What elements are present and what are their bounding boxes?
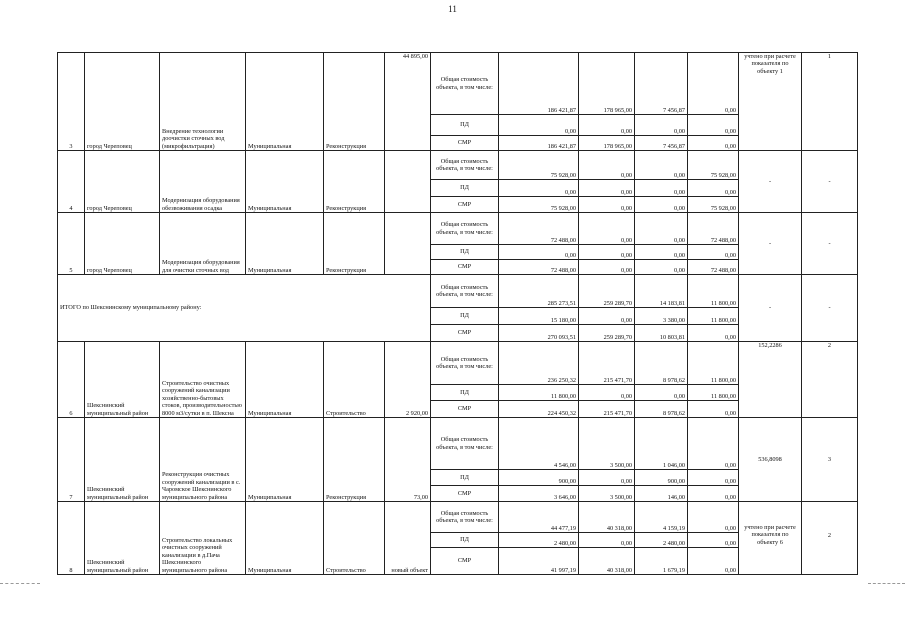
row-number: 4 — [58, 151, 85, 213]
investment-objects-table — [57, 52, 858, 575]
value-cell: 0,00 — [688, 548, 739, 575]
value-cell: 0,00 — [579, 115, 635, 136]
value-cell: 215 471,70 — [579, 401, 635, 418]
table-row — [58, 418, 858, 470]
value-cell: 7 456,87 — [635, 136, 688, 151]
value-cell: 7 456,87 — [635, 53, 688, 115]
indicator-cell: - — [739, 213, 802, 275]
pd-label: ПД — [431, 245, 499, 260]
value-cell: 0,00 — [579, 385, 635, 401]
capacity-cell: 2 920,00 — [385, 342, 431, 418]
value-cell: 75 928,00 — [499, 197, 579, 213]
value-cell: 11 800,00 — [688, 342, 739, 385]
value-cell: 75 928,00 — [688, 151, 739, 180]
effect-cell: - — [802, 275, 858, 342]
value-cell: 1 679,19 — [635, 548, 688, 575]
value-cell: 8 978,62 — [635, 342, 688, 385]
value-cell: 75 928,00 — [499, 151, 579, 180]
object-name-cell: Строительство очистных сооружений канализации хозяйственно-бытовых стоков, производительностью 8000 м3/сутки в п. Шексна — [160, 342, 246, 418]
value-cell: 15 180,00 — [499, 308, 579, 325]
table-row — [58, 342, 858, 385]
effect-cell: - — [802, 213, 858, 275]
total-label: ИТОГО по Шекснинскому муниципальному району: — [58, 275, 431, 342]
value-cell: 900,00 — [499, 470, 579, 486]
value-cell: 285 273,51 — [499, 275, 579, 308]
value-cell: 0,00 — [579, 245, 635, 260]
pd-label: ПД — [431, 470, 499, 486]
ownership-cell: Муниципальная — [246, 151, 324, 213]
value-cell: 4 159,19 — [635, 502, 688, 533]
value-cell: 215 471,70 — [579, 342, 635, 385]
value-cell: 0,00 — [579, 533, 635, 548]
object-name-cell: Строительство локальных очистных сооружений канализации в д.Пача Шекснинского муниципального района — [160, 502, 246, 575]
value-cell: 178 965,00 — [579, 136, 635, 151]
value-cell: 11 800,00 — [688, 275, 739, 308]
effect-cell: 1 — [802, 53, 858, 151]
value-cell: 72 488,00 — [688, 260, 739, 275]
value-cell: 0,00 — [579, 151, 635, 180]
municipality-cell: город Череповец — [85, 53, 160, 151]
cost-label: Общая стоимость объекта, в том числе: — [431, 418, 499, 470]
value-cell: 0,00 — [688, 180, 739, 197]
municipality-cell: город Череповец — [85, 213, 160, 275]
ownership-cell: Муниципальная — [246, 53, 324, 151]
scan-edge-right — [868, 583, 905, 584]
indicator-cell: 536,8098 — [739, 418, 802, 502]
value-cell: 41 997,19 — [499, 548, 579, 575]
value-cell: 178 965,00 — [579, 53, 635, 115]
row-number: 3 — [58, 53, 85, 151]
value-cell: 259 289,70 — [579, 275, 635, 308]
value-cell: 0,00 — [579, 260, 635, 275]
value-cell: 0,00 — [688, 470, 739, 486]
value-cell: 186 421,87 — [499, 53, 579, 115]
pd-label: ПД — [431, 115, 499, 136]
value-cell: 1 046,00 — [635, 418, 688, 470]
cost-label: Общая стоимость объекта, в том числе: — [431, 502, 499, 533]
value-cell: 75 928,00 — [688, 197, 739, 213]
row-number: 8 — [58, 502, 85, 575]
value-cell: 0,00 — [635, 385, 688, 401]
cost-label: Общая стоимость объекта, в том числе: — [431, 151, 499, 180]
value-cell: 14 183,81 — [635, 275, 688, 308]
value-cell: 3 380,00 — [635, 308, 688, 325]
value-cell: 0,00 — [579, 308, 635, 325]
capacity-cell: 44 895,00 — [385, 53, 431, 151]
municipality-cell: Шекснинский муниципальный район — [85, 342, 160, 418]
value-cell: 2 480,00 — [635, 533, 688, 548]
table-row — [58, 53, 858, 115]
ownership-cell: Муниципальная — [246, 213, 324, 275]
value-cell: 0,00 — [688, 486, 739, 502]
row-number: 5 — [58, 213, 85, 275]
table-row — [58, 213, 858, 245]
work-type-cell: Строительство — [324, 502, 385, 575]
capacity-cell: 73,00 — [385, 418, 431, 502]
indicator-cell: 152,2286 — [739, 342, 802, 418]
value-cell: 40 318,00 — [579, 548, 635, 575]
value-cell: 146,00 — [635, 486, 688, 502]
ownership-cell: Муниципальная — [246, 342, 324, 418]
value-cell: 8 978,62 — [635, 401, 688, 418]
value-cell: 0,00 — [688, 533, 739, 548]
pd-label: ПД — [431, 180, 499, 197]
value-cell: 0,00 — [688, 325, 739, 342]
indicator-cell: учтено при расчете показателя по объекту 6 — [739, 502, 802, 575]
object-name-cell: Внедрение технологии доочистки сточных вод (микрофильтрация) — [160, 53, 246, 151]
object-name-cell: Модернизация оборудования для очистки сточных вод — [160, 213, 246, 275]
value-cell: 0,00 — [635, 260, 688, 275]
smr-label: СМР — [431, 486, 499, 502]
ownership-cell: Муниципальная — [246, 418, 324, 502]
scan-edge-left — [0, 583, 40, 584]
pd-label: ПД — [431, 308, 499, 325]
indicator-cell: - — [739, 275, 802, 342]
municipality-cell: город Череповец — [85, 151, 160, 213]
work-type-cell: Реконструкция — [324, 418, 385, 502]
cost-label: Общая стоимость объекта, в том числе: — [431, 53, 499, 115]
value-cell: 10 803,81 — [635, 325, 688, 342]
value-cell: 0,00 — [635, 213, 688, 245]
value-cell: 3 646,00 — [499, 486, 579, 502]
effect-cell: 2 — [802, 502, 858, 575]
value-cell: 4 546,00 — [499, 418, 579, 470]
effect-cell: 2 — [802, 342, 858, 418]
value-cell: 0,00 — [688, 53, 739, 115]
effect-cell: 3 — [802, 418, 858, 502]
value-cell: 3 500,00 — [579, 486, 635, 502]
cost-label: Общая стоимость объекта, в том числе: — [431, 275, 499, 308]
smr-label: СМР — [431, 325, 499, 342]
value-cell: 0,00 — [499, 180, 579, 197]
pd-label: ПД — [431, 385, 499, 401]
value-cell: 0,00 — [579, 213, 635, 245]
value-cell: 40 318,00 — [579, 502, 635, 533]
total-row — [58, 275, 858, 308]
effect-cell: - — [802, 151, 858, 213]
value-cell: 11 800,00 — [688, 308, 739, 325]
work-type-cell: Реконструкция — [324, 151, 385, 213]
pd-label: ПД — [431, 533, 499, 548]
value-cell: 72 488,00 — [499, 213, 579, 245]
value-cell: 11 800,00 — [688, 385, 739, 401]
value-cell: 0,00 — [579, 470, 635, 486]
value-cell: 270 093,51 — [499, 325, 579, 342]
object-name-cell: Реконструкция очистных сооружений канализации в с. Чаромское Шекснинского муниципального района — [160, 418, 246, 502]
value-cell: 0,00 — [499, 115, 579, 136]
value-cell: 224 450,32 — [499, 401, 579, 418]
smr-label: СМР — [431, 401, 499, 418]
value-cell: 0,00 — [688, 502, 739, 533]
value-cell: 0,00 — [635, 197, 688, 213]
table-row — [58, 151, 858, 180]
value-cell: 72 488,00 — [688, 213, 739, 245]
smr-label: СМР — [431, 548, 499, 575]
value-cell: 186 421,87 — [499, 136, 579, 151]
value-cell: 2 480,00 — [499, 533, 579, 548]
value-cell: 0,00 — [635, 180, 688, 197]
value-cell: 3 500,00 — [579, 418, 635, 470]
work-type-cell: Строительство — [324, 342, 385, 418]
cost-label: Общая стоимость объекта, в том числе: — [431, 213, 499, 245]
value-cell: 0,00 — [579, 197, 635, 213]
value-cell: 0,00 — [499, 245, 579, 260]
cost-label: Общая стоимость объекта, в том числе: — [431, 342, 499, 385]
value-cell: 44 477,19 — [499, 502, 579, 533]
value-cell: 259 289,70 — [579, 325, 635, 342]
smr-label: СМР — [431, 197, 499, 213]
work-type-cell: Реконструкция — [324, 53, 385, 151]
value-cell: 0,00 — [579, 180, 635, 197]
row-number: 7 — [58, 418, 85, 502]
capacity-cell: новый объект — [385, 502, 431, 575]
value-cell: 236 250,32 — [499, 342, 579, 385]
capacity-cell — [385, 213, 431, 275]
smr-label: СМР — [431, 260, 499, 275]
value-cell: 0,00 — [688, 401, 739, 418]
value-cell: 0,00 — [635, 115, 688, 136]
row-number: 6 — [58, 342, 85, 418]
table-row — [58, 502, 858, 533]
ownership-cell: Муниципальная — [246, 502, 324, 575]
value-cell: 72 488,00 — [499, 260, 579, 275]
value-cell: 0,00 — [635, 245, 688, 260]
object-name-cell: Модернизация оборудования обезвоживания осадка — [160, 151, 246, 213]
value-cell: 0,00 — [688, 245, 739, 260]
capacity-cell — [385, 151, 431, 213]
value-cell: 900,00 — [635, 470, 688, 486]
value-cell: 11 800,00 — [499, 385, 579, 401]
municipality-cell: Шекснинский муниципальный район — [85, 418, 160, 502]
value-cell: 0,00 — [688, 115, 739, 136]
value-cell: 0,00 — [635, 151, 688, 180]
municipality-cell: Шекснинский муниципальный район — [85, 502, 160, 575]
page-number: 11 — [448, 4, 457, 14]
work-type-cell: Реконструкция — [324, 213, 385, 275]
value-cell: 0,00 — [688, 418, 739, 470]
indicator-cell: учтено при расчете показателя по объекту 1 — [739, 53, 802, 151]
smr-label: СМР — [431, 136, 499, 151]
value-cell: 0,00 — [688, 136, 739, 151]
indicator-cell: - — [739, 151, 802, 213]
